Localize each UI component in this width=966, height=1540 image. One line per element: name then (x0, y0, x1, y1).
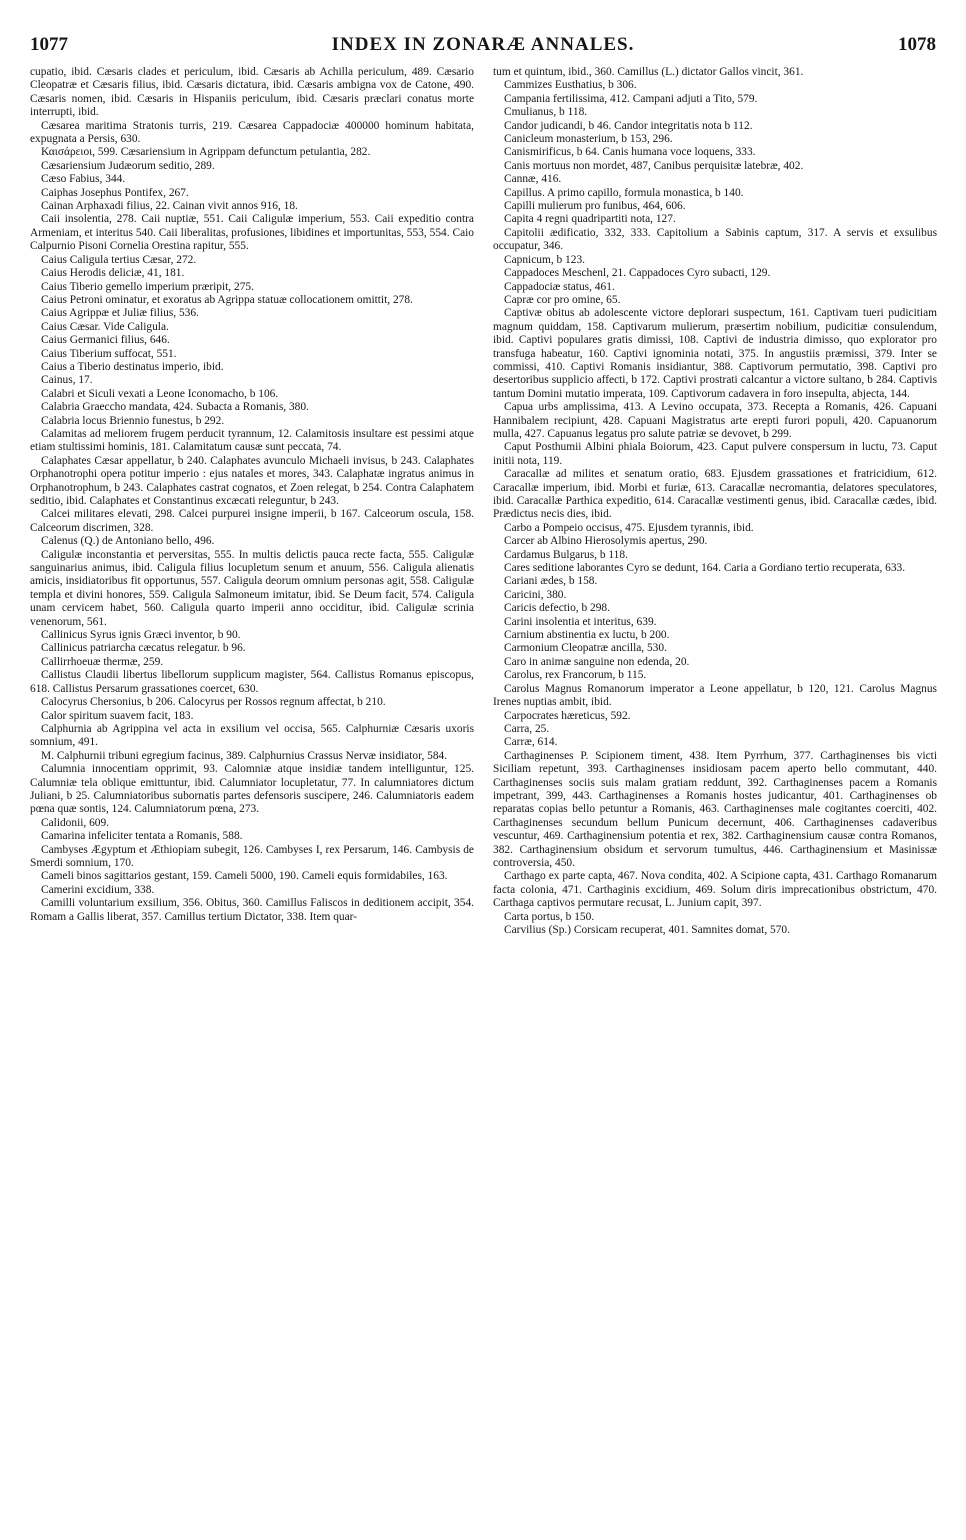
index-entry: Calabria locus Briennio funestus, b 292. (41, 414, 225, 427)
index-entry: Caius a Tiberio destinatus imperio, ibid. (41, 360, 224, 373)
index-entry: Cæsarea maritima Stratonis turris, 219. Cæsarea Cappadociæ 400000 hominum habitata, expugnata a Persis, 630. (30, 119, 474, 146)
right-column (493, 66, 937, 1526)
index-entry: Cainan Arphaxadi filius, 22. Cainan vivit annos 916, 18. (41, 200, 298, 213)
index-entry: Caro in animæ sanguine non edenda, 20. (504, 655, 690, 668)
index-entry: Capnicum, b 123. (504, 253, 585, 266)
index-entry: Cammizes Eusthatius, b 306. (504, 79, 637, 92)
index-entry: Cainus, 17. (41, 374, 93, 387)
index-entry: Carra, 25. (504, 722, 550, 735)
index-entry: Caiphas Josephus Pontifex, 267. (41, 186, 189, 199)
index-entry: Caius Agrippæ et Juliæ filius, 536. (41, 307, 199, 320)
index-entry: Caius Petroni ominatur, et exoratus ab Agrippa statuæ collocationem omittit, 278. (41, 293, 413, 306)
index-entry: Caii insolentia, 278. Caii nuptiæ, 551. Caii Caligulæ imperium, 553. Caii expeditio contra Armeniam, et interitus 540. Caii liberalitas, profusiones, libidines et importunitas, 553, 554. Caio Calpurnio Pisoni Cornelia Orestina rapitur, 555. (30, 213, 474, 253)
index-entry: Carnium abstinentia ex luctu, b 200. (504, 629, 670, 642)
index-entry: Calaphates Cæsar appellatur, b 240. Calaphates avunculo Michaeli invisus, b 243. Calaphates Orphanotrophi opera potitur imperio : ejus natales et mores, 343. Calaphatæ ingratus animus in Orphanotrophum, b 243. Calaphates castrat cognatos, et Zoen relegat, b 254. Contra Calaphatem seditio, ibid. Calaphates et Constantinus excæcati releguntur, b 243. (30, 454, 474, 507)
index-entry: Capilli mulierum pro funibus, 464, 606. (504, 200, 686, 213)
index-entry: Cappadoces Meschenl, 21. Cappadoces Cyro subacti, 129. (504, 267, 771, 280)
index-entry: Carolus Magnus Romanorum imperator a Leone appellatur, b 120, 121. Carolus Magnus Irenes nuptias ambit, ibid. (493, 682, 937, 709)
index-entry: Calor spiritum suavem facit, 183. (41, 709, 194, 722)
index-entry: Capua urbs amplissima, 413. A Levino occupata, 373. Recepta a Romanis, 426. Capuani Hannibalem recipiunt, 428. Capuani Magistratus arte erepti furori populi, 420. Capuanorum mulla, 427. Capuanus legatus pro salute patriæ se devovet, b 299. (493, 401, 937, 440)
index-entry: Cannæ, 416. (504, 173, 562, 186)
index-entry: Cariani ædes, b 158. (504, 575, 598, 588)
index-entry: cupatio, ibid. Cæsaris clades et periculum, ibid. Cæsaris ab Achilla periculum, 489. Cæsario Cleopatræ et Cæsaris filius, ibid. Cæsaris dictatura, ibid. Cæsaris ambigna vox de Catone, 490. Cæsaris nomen, ibid. Cæsaris in Hispaniis periculum, ibid. Cæsaris præclari conatus morte interrupti, ibid. (30, 66, 474, 119)
index-entry: Capitolii ædificatio, 332, 333. Capitolium a Sabinis captum, 317. A servis et exsulibus occupatur, 346. (493, 226, 937, 253)
index-entry: Cæso Fabius, 344. (41, 173, 126, 186)
index-entry: Calabria Graeccho mandata, 424. Subacta a Romanis, 380. (41, 401, 309, 414)
index-entry: Captivæ obitus ab adolescente victore deplorari suspectum, 161. Captivam tueri pudicitiam magnum quiddam, 158. Captivarum mulierum, præsertim nobilium, pudicitiæ consulendum, ibid. Captivi populares gratis dimissi, 108. Captivi de industria dimisso, quo explorator pro transfuga habeatur, 160. Captivi ignominia notati, 375. In angustiis præmissi, 379. Inter se commissi, 410. Captivi Romanis insidiantur, 388. Captivorum permutatio, 398. Captivi pro desertoribus supplicio affecti, b 172. Captivi prostrati calcantur a victore sultano, b 284. Captivis tantum Domini mutatio imperata, 109. Captivorum cadavera in foro insepulta, abjecta, 144. (493, 307, 937, 400)
index-entry: Capillus. A primo capillo, formula monastica, b 140. (504, 186, 744, 199)
index-entry: Callistus Claudii libertus libellorum supplicum magister, 564. Callistus Romanus episcopus, 618. Callistus Persarum grassationes coercet, 630. (30, 669, 474, 695)
index-entry: tum et quintum, ibid., 360. Camillus (L.) dictator Gallos vincit, 361. (493, 66, 804, 78)
index-entry: Carini insolentia et interitus, 639. (504, 615, 657, 628)
index-entry: Camerini excidium, 338. (41, 883, 155, 896)
index-entry: Carmonium Cleopatræ ancilla, 530. (504, 642, 667, 655)
index-entry: Calidonii, 609. (41, 816, 110, 829)
index-entry: Canicleum monasterium, b 153, 296. (504, 133, 673, 146)
index-entry: Carpocrates hæreticus, 592. (504, 709, 631, 722)
index-entry: Capita 4 regni quadripartiti nota, 127. (504, 213, 676, 226)
index-entry: Cmulianus, b 118. (504, 106, 588, 119)
index-entry: Cares seditione laborantes Cyro se dedunt, 164. Caria a Gordiano tertio recuperata, 633. (504, 562, 906, 575)
index-entry: Carthago ex parte capta, 467. Nova condita, 402. A Scipione capta, 431. Carthago Romanarum facta colonia, 471. Carthaginis excidium, 469. Solum diris imprecationibus obstrictum, 470. Carthaga captivos permutare recusat, L. Junium capit, 397. (493, 870, 937, 910)
index-entry: Cameli binos sagittarios gestant, 159. Cameli 5000, 190. Cameli equis formidabiles, 163. (41, 870, 448, 883)
index-entry: Caligulæ inconstantia et perversitas, 555. In multis delictis pauca recte facta, 555. Caligulæ sanguinarius animus, ibid. Caligula filius locupletum senum et anuum, 556. Caligula alienatis amicis, insidiatoribus fit opportunus, 557. Caligula deorum omnium personas agit, 558. Caligulæ templa et divini honores, 559. Caligula Salmoneum imitatur, ibid. Se Deum facit, 574. Caligula unam cervicem habet, 560. Caligula quarto imperii anno occiditur, ibid. Caligulæ scrinia venenorum, 561. (30, 548, 474, 628)
index-entry: Caricis defectio, b 298. (504, 602, 610, 615)
index-entry: Callirrhoeuæ thermæ, 259. (41, 655, 164, 668)
index-entry: Canis mortuus non mordet, 487, Canibus perquisitæ latebræ, 402. (504, 159, 804, 172)
index-entry: Carta portus, b 150. (504, 910, 595, 923)
index-entry: Carræ, 614. (504, 736, 558, 749)
index-entry: Calcei militares elevati, 298. Calcei purpurei insigne imperii, b 167. Calceorum oscula, 158. Calceorum discrimen, 328. (30, 508, 474, 534)
index-entry: Caracallæ ad milites et senatum oratio, 683. Ejusdem grassationes et fratricidium, 612. Caracallæ imperium, ibid. Morbi et furiæ, 613. Caracallæ necromantia, delatores speculatores, ibid. Caracallæ Parthica expeditio, 614. Caracallæ vestimenti genus, ibid. Caracallæ cædes, ibid. Prædictus necis dies, ibid. (493, 468, 937, 521)
index-entry: Candor judicandi, b 46. Candor integritatis nota b 112. (504, 119, 753, 132)
index-entry: Carbo a Pompeio occisus, 475. Ejusdem tyrannis, ibid. (504, 521, 754, 534)
index-entry: Calphurnia ab Agrippina vel acta in exsilium vel occisa, 565. Calphurniæ Cæsaris uxoris somnium, 491. (30, 722, 474, 749)
index-entry: Callinicus patriarcha cæcatus relegatur. b 96. (41, 642, 246, 655)
index-entry: Καισάρειοι, 599. Cæsariensium in Agrippam defunctum petulantia, 282. (41, 146, 371, 159)
index-entry: Camilli voluntarium exsilium, 356. Obitus, 360. Camillus Faliscos in deditionem accipit, 354. Romam a Gallis liberat, 357. Camillus tertium Dictator, 338. Item quar- (30, 897, 474, 923)
index-entry: Cæsariensium Judæorum seditio, 289. (41, 159, 215, 172)
index-entry: Cardamus Bulgarus, b 118. (504, 548, 628, 561)
left-column (30, 66, 474, 1526)
page-header (30, 34, 936, 60)
index-entry: Caius Tiberium suffocat, 551. (41, 347, 177, 360)
index-entry: Cappadociæ status, 461. (504, 280, 615, 293)
index-entry: Caius Cæsar. Vide Caligula. (41, 320, 169, 333)
index-entry: Caius Herodis deliciæ, 41, 181. (41, 267, 185, 280)
page-title: INDEX IN ZONARÆ ANNALES. (331, 34, 635, 55)
index-entry: Calabri et Siculi vexati a Leone Iconomacho, b 106. (41, 387, 279, 400)
index-entry: Calocyrus Chersonius, b 206. Calocyrus per Rossos regnum affectat, b 210. (41, 696, 386, 709)
index-entry: Calamitas ad meliorem frugem perducit tyrannum, 12. Calamitosis insultare est pessimi atque etiam stultissimi hominis, 181. Calamitatum causæ sunt peccata, 74. (30, 427, 474, 454)
index-entry: Carolus, rex Francorum, b 115. (504, 669, 647, 682)
index-entry: Caius Germanici filius, 646. (41, 334, 170, 347)
index-entry: Caricini, 380. (504, 588, 567, 601)
page-number-right: 1078 (898, 34, 936, 55)
index-entry: Calumnia innocentiam opprimit, 93. Calomniæ atque insidiæ tandem intelliguntur, 125. Calumniæ tela oblique emittuntur, ibid. Calumniator locupletatur, 77. In calumniatores dictum Juliani, b 25. Calumniatoribus subornatis partes defensoris suscipere, 246. Calumniatoris eadem pœna quæ sontis, 124. Calumniatorum pœna, 273. (30, 763, 474, 816)
index-entry: Callinicus Syrus ignis Græci inventor, b 90. (41, 629, 241, 642)
index-entry: Canismirificus, b 64. Canis humana voce loquens, 333. (504, 146, 756, 159)
index-entry: Caput Posthumii Albini phiala Boiorum, 423. Caput pulvere conspersum in luctu, 73. Caput initii nota, 119. (493, 441, 937, 467)
index-entry: Campania fertilissima, 412. Campani adjuti a Tito, 579. (504, 92, 758, 105)
index-entry: Calenus (Q.) de Antoniano bello, 496. (41, 535, 215, 548)
index-entry: Carcer ab Albino Hierosolymis apertus, 290. (504, 535, 708, 548)
index-entry: Carvilius (Sp.) Corsicam recuperat, 401. Samnites domat, 570. (504, 924, 790, 936)
page-number-left: 1077 (30, 34, 68, 55)
index-entry: Camarina infeliciter tentata a Romanis, 588. (41, 830, 243, 843)
index-entry: M. Calphurnii tribuni egregium facinus, 389. Calphurnius Crassus Nervæ insidiator, 584. (41, 749, 448, 762)
index-entry: Caius Caligula tertius Cæsar, 272. (41, 253, 197, 266)
index-entry: Cambyses Ægyptum et Æthiopiam subegit, 126. Cambyses I, rex Persarum, 146. Cambysis de Smerdi somnium, 170. (30, 843, 474, 869)
index-entry: Carthaginenses P. Scipionem timent, 438. Item Pyrrhum, 377. Carthaginenses bis victi Siciliam repetunt, 393. Carthaginenses insidiosam pacem aperto bello commutant, 440. Carthaginenses sociis suis malam gratiam reddunt, 392. Carthaginenses pacem a Romanis impetrant, 399, 443. Carthaginenses a Romanis hostes judicantur, 401. Carthaginenses ob reparatas copias bello petuntur a Romanis, 463. Carthaginenses male cogitantes coerciti, 402. Carthaginenses secundum bellum Punicum decernunt, 406. Carthaginenses cadaveribus vescuntur, 469. Carthaginensium potentia et rex, 382. Carthaginensium causæ contra Romanos, 382. Carthaginensium obsidum et servorum tumultus, 446. Carthaginensium et Masinissæ controversia, 450. (493, 749, 937, 869)
index-entry: Capræ cor pro omine, 65. (504, 293, 621, 306)
index-entry: Caius Tiberio gemello imperium præripit, 275. (41, 280, 254, 293)
